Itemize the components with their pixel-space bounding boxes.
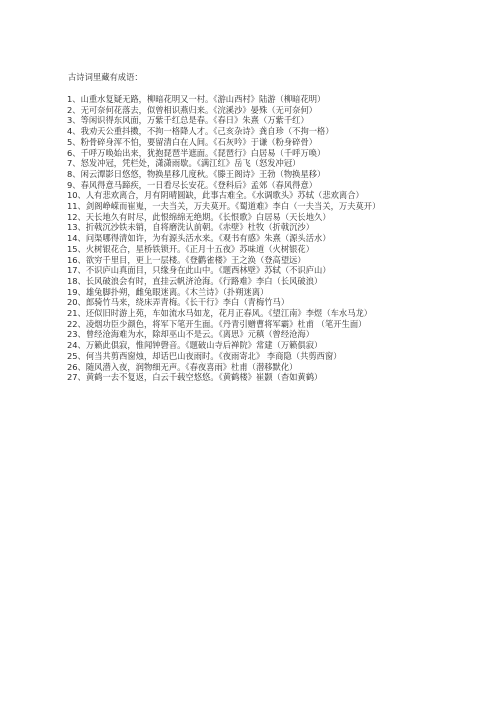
item-number: 16、 xyxy=(67,254,86,265)
list-item xyxy=(29,351,471,362)
list-item xyxy=(29,201,471,212)
list-item xyxy=(29,265,471,276)
list-item xyxy=(29,180,471,191)
list-item xyxy=(29,255,471,266)
list-item xyxy=(29,362,471,373)
item-number: 14、 xyxy=(67,233,86,244)
item-number: 26、 xyxy=(67,361,86,372)
item-number: 13、 xyxy=(67,222,86,233)
item-number: 4、 xyxy=(67,126,81,137)
item-text: 春风得意马蹄疾，一日看尽长安花。《登科后》孟郊（春风得意） xyxy=(80,179,318,190)
item-number: 25、 xyxy=(67,350,86,361)
item-number: 12、 xyxy=(67,211,86,222)
item-number: 24、 xyxy=(67,340,86,351)
list-item xyxy=(29,158,471,169)
item-number: 9、 xyxy=(67,179,81,190)
item-number: 15、 xyxy=(67,243,86,254)
item-number: 21、 xyxy=(67,308,86,319)
item-text: 等闲识得东风面，万紫千红总是春。《春日》朱熹（万紫千红） xyxy=(80,115,309,126)
list-item xyxy=(29,105,471,116)
list-item xyxy=(29,126,471,137)
item-number: 10、 xyxy=(67,190,86,201)
item-text: 还似旧时游上苑，车如流水马如龙，花月正春风。《望江南》李煜（车水马龙） xyxy=(85,308,373,319)
item-number: 8、 xyxy=(67,168,81,179)
item-text: 不识庐山真面目，只缘身在此山中。《题西林壁》苏轼（不识庐山） xyxy=(85,265,331,276)
item-text: 欲穷千里目，更上一层楼。《登鹳雀楼》王之涣（登高望远） xyxy=(85,254,306,265)
list-item xyxy=(29,308,471,319)
item-text: 随风潜入夜，润物细无声。《春夜喜雨》杜甫（潜移默化） xyxy=(85,361,298,372)
item-text: 千呼万唤始出来，犹抱琵琶半遮面。《琵琶行》白居易（千呼万唤） xyxy=(80,147,326,158)
list-item xyxy=(29,212,471,223)
item-text: 闲云潭影日悠悠，物换星移几度秋。《滕王阁诗》王勃（物换星移） xyxy=(80,168,326,179)
list-item xyxy=(29,233,471,244)
item-number: 1、 xyxy=(67,94,81,104)
list-item xyxy=(29,190,471,201)
item-number: 11、 xyxy=(67,201,86,212)
item-number: 3、 xyxy=(67,115,81,126)
item-text: 郎骑竹马来，绕床弄青梅。《长干行》李白（青梅竹马） xyxy=(85,297,290,308)
item-text: 问渠哪得清如许，为有源头活水来。《观书有感》朱熹（源头活水） xyxy=(85,233,331,244)
list-item xyxy=(29,148,471,159)
list-item xyxy=(29,115,471,126)
item-text: 剑阁峥嵘而崔嵬，一夫当关，万夫莫开。《蜀道难》李白（一夫当关，万夫莫开） xyxy=(85,201,381,212)
list-item xyxy=(29,287,471,298)
item-text: 火树银花合，星桥铁锁开。《正月十五夜》苏味道（火树银花） xyxy=(85,243,315,254)
item-text: 怒发冲冠，凭栏处，潇潇雨歇。《满江红》岳飞（怒发冲冠） xyxy=(80,158,301,169)
idiom-list xyxy=(29,94,471,383)
item-text: 雄兔脚扑朔，雌兔眼迷离。《木兰诗》（扑朔迷离） xyxy=(85,286,269,297)
list-item xyxy=(29,222,471,233)
item-number: 20、 xyxy=(67,297,86,308)
item-number: 2、 xyxy=(67,104,81,115)
item-number: 17、 xyxy=(67,265,86,276)
item-text: 山重水复疑无路，柳暗花明又一村。《游山西村》陆游（柳暗花明） xyxy=(80,94,326,104)
item-number: 18、 xyxy=(67,275,86,286)
item-number: 22、 xyxy=(67,318,86,329)
list-item xyxy=(29,276,471,287)
item-number: 7、 xyxy=(67,158,81,169)
item-text: 人有悲欢离合，月有阴晴圆缺，此事古难全。《水调歌头》苏轼（悲欢离合） xyxy=(85,190,364,201)
list-item xyxy=(29,244,471,255)
item-text: 黄鹤一去不复返，白云千载空悠悠。《黄鹤楼》崔颢（杳如黄鹤） xyxy=(85,372,323,383)
item-number: 6、 xyxy=(67,147,81,158)
list-item xyxy=(29,329,471,340)
item-number: 23、 xyxy=(67,329,86,340)
item-text: 曾经沧海难为水，除却巫山不是云。《离思》元稹（曾经沧海） xyxy=(85,329,315,340)
list-item xyxy=(29,340,471,351)
item-number: 19、 xyxy=(67,286,86,297)
list-item xyxy=(29,319,471,330)
item-number: 5、 xyxy=(67,136,81,147)
item-text: 天长地久有时尽，此恨绵绵无绝期。《长恨歌》白居易（天长地久） xyxy=(85,211,331,222)
list-item xyxy=(29,94,471,105)
item-text: 何当共剪西窗烛，却话巴山夜雨时。《夜雨寄北》 李商隐（共剪西窗） xyxy=(85,350,342,361)
list-item xyxy=(29,372,471,383)
item-text: 凌烟功臣少颜色，将军下笔开生面。《丹青引赠曹将军霸》杜甫 （笔开生面） xyxy=(85,318,367,329)
item-text: 万籁此俱寂，惟闻钟磬音。《题破山寺后禅院》常建（万籁俱寂） xyxy=(85,340,323,351)
list-item xyxy=(29,169,471,180)
item-text: 折戟沉沙铁未销，自将磨洗认前朝。《赤壁》杜牧（折戟沉沙） xyxy=(85,222,315,233)
document-title: 古诗词里藏有成语： xyxy=(68,72,143,82)
list-item xyxy=(29,297,471,308)
item-text: 无可奈何花落去，似曾相识燕归来。《浣溪沙》晏殊（无可奈何） xyxy=(80,104,318,115)
list-item xyxy=(29,137,471,148)
item-number: 27、 xyxy=(67,372,86,383)
item-text: 长风破浪会有时，直挂云帆济沧海。《行路难》李白（长风破浪） xyxy=(85,275,323,286)
item-text: 粉骨碎身浑不怕，要留清白在人间。《石灰吟》于谦（粉身碎骨） xyxy=(80,136,318,147)
item-text: 我劝天公重抖擞，不拘一格降人才。《己亥杂诗》龚自珍（不拘一格） xyxy=(80,126,334,137)
